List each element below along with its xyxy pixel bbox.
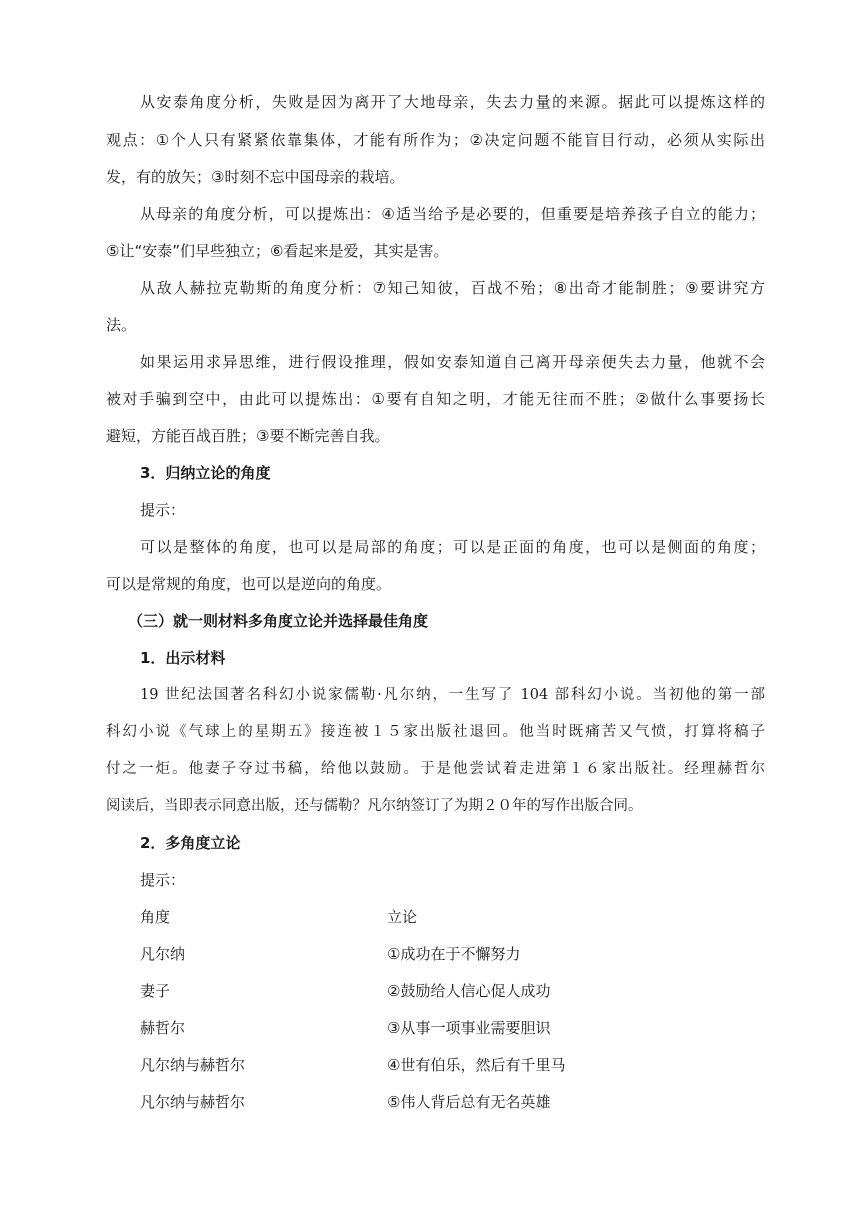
text-line: 19 世纪法国著名科幻小说家儒勒·凡尔纳，一生写了 104 部科幻小说。当初他的第一部 bbox=[140, 687, 765, 703]
angle-cell: 凡尔纳 bbox=[140, 945, 186, 963]
text-line: 科幻小说《气球上的星期五》接连被１５家出版社退回。他当时既痛苦又气愤，打算将稿子 bbox=[106, 724, 765, 740]
text-line: 发，有的放矢；③时刻不忘中国母亲的栽培。 bbox=[106, 168, 405, 186]
thesis-cell: ⑤伟人背后总有无名英雄 bbox=[387, 1093, 551, 1111]
text-line: 法。 bbox=[106, 316, 137, 334]
text-line: 阅读后，当即表示同意出版，还与儒勒？凡尔纳签订了为期２０年的写作出版合同。 bbox=[106, 798, 643, 814]
thesis-cell: ④世有伯乐，然后有千里马 bbox=[387, 1056, 566, 1074]
text-line: 避短，方能百战百胜；③要不断完善自我。 bbox=[106, 427, 390, 445]
text-line: 被对手骗到空中，由此可以提炼出：①要有自知之明，才能无往而不胜；②做什么事要扬长 bbox=[106, 390, 765, 408]
column-header-thesis: 立论 bbox=[387, 908, 418, 926]
angle-cell: 凡尔纳与赫哲尔 bbox=[140, 1056, 246, 1074]
hint-label: 提示： bbox=[140, 871, 186, 889]
section-heading: 3．归纳立论的角度 bbox=[140, 464, 271, 482]
text-line: 从敌人赫拉克勒斯的角度分析：⑦知己知彼，百战不殆；⑧出奇才能制胜；⑨要讲究方 bbox=[140, 279, 765, 297]
thesis-cell: ②鼓励给人信心促人成功 bbox=[387, 982, 551, 1000]
text-line: 从安泰角度分析，失败是因为离开了大地母亲，失去力量的来源。据此可以提炼这样的 bbox=[140, 93, 765, 111]
column-header-angle: 角度 bbox=[140, 908, 171, 926]
text-line: 观点：①个人只有紧紧依靠集体，才能有所作为；②决定问题不能盲目行动，必须从实际出 bbox=[106, 131, 765, 149]
hint-label: 提示： bbox=[140, 501, 186, 519]
thesis-cell: ①成功在于不懈努力 bbox=[387, 945, 521, 963]
section-heading: （三）就一则材料多角度立论并选择最佳角度 bbox=[128, 612, 429, 630]
angle-cell: 凡尔纳与赫哲尔 bbox=[140, 1093, 246, 1111]
text-line: 可以是常规的角度，也可以是逆向的角度。 bbox=[106, 575, 392, 593]
subsection-heading: 1．出示材料 bbox=[140, 649, 226, 667]
text-line: 可以是整体的角度，也可以是局部的角度；可以是正面的角度，也可以是侧面的角度； bbox=[140, 538, 765, 556]
text-line: 从母亲的角度分析，可以提炼出：④适当给予是必要的，但重要是培养孩子自立的能力； bbox=[140, 205, 765, 223]
subsection-heading: 2．多角度立论 bbox=[140, 834, 241, 852]
text-line: ⑤让“安泰”们早些独立；⑥看起来是爱，其实是害。 bbox=[106, 242, 449, 260]
angle-cell: 赫哲尔 bbox=[140, 1019, 186, 1037]
text-line: 付之一炬。他妻子夺过书稿，给他以鼓励。于是他尝试着走进第１６家出版社。经理赫哲尔 bbox=[106, 761, 765, 777]
angle-cell: 妻子 bbox=[140, 982, 171, 1000]
thesis-cell: ③从事一项事业需要胆识 bbox=[387, 1019, 551, 1037]
text-line: 如果运用求异思维，进行假设推理，假如安泰知道自己离开母亲便失去力量，他就不会 bbox=[140, 353, 765, 371]
